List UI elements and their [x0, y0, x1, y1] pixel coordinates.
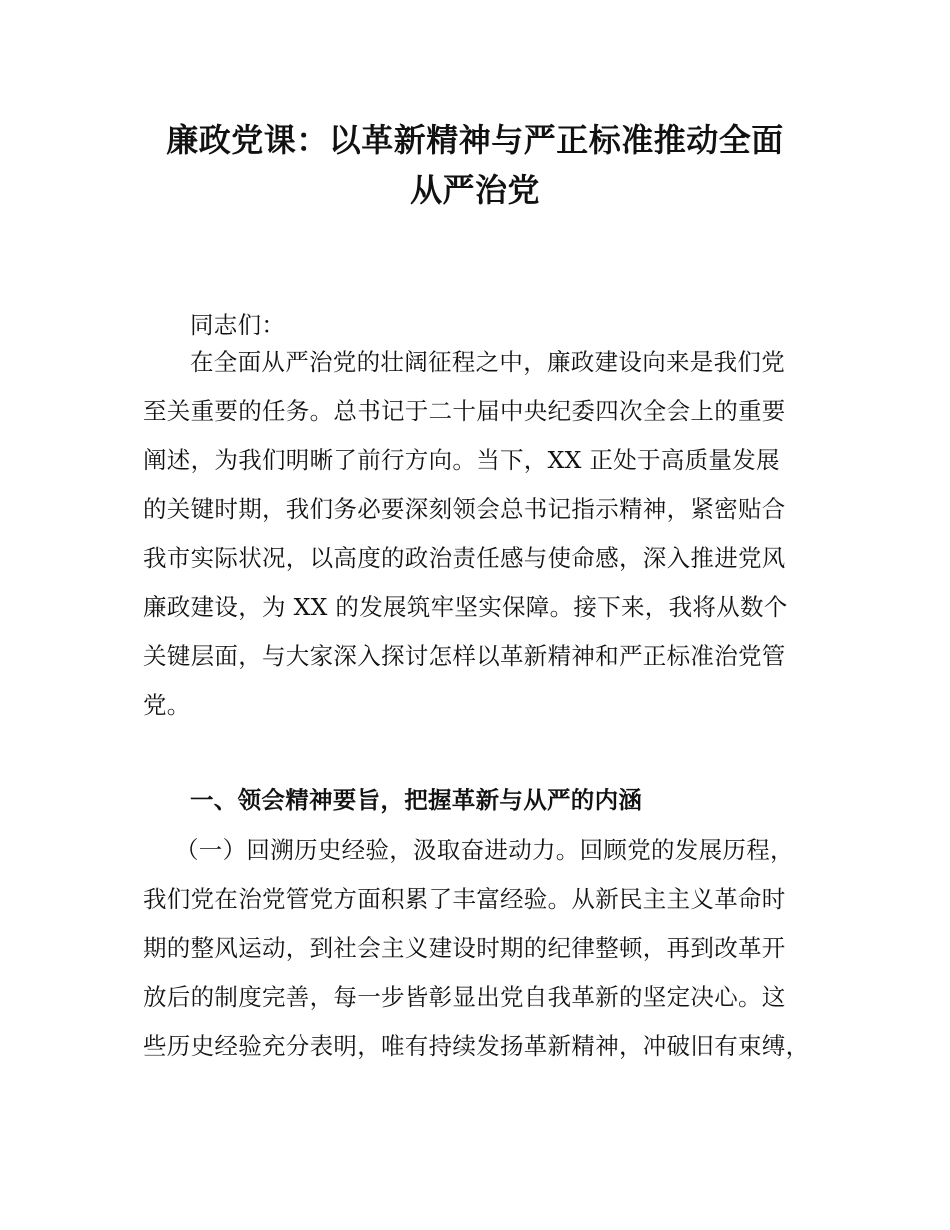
- document-title-line-1: 廉政党课：以革新精神与严正标准推动全面: [166, 122, 784, 158]
- paragraph-line: 至关重要的任务。总书记于二十届中央纪委四次全会上的重要: [143, 397, 786, 425]
- paragraph-line: （一）回溯历史经验，汲取奋进动力。回顾党的发展历程，: [175, 836, 794, 864]
- paragraph-line: 我市实际状况，以高度的政治责任感与使命感，深入推进党风: [143, 544, 786, 572]
- salutation: 同志们：: [190, 311, 286, 339]
- paragraph-line: 的关键时期，我们务必要深刻领会总书记指示精神，紧密贴合: [143, 495, 786, 523]
- paragraph-line: 我们党在治党管党方面积累了丰富经验。从新民主主义革命时: [143, 885, 786, 913]
- paragraph-2: [143, 826, 823, 1071]
- paragraph-line: 关键层面，与大家深入探讨怎样以革新精神和严正标准治党管: [143, 642, 786, 670]
- paragraph-line: 些历史经验充分表明，唯有持续发扬革新精神，冲破旧有束缚，: [143, 1032, 810, 1060]
- paragraph-line: 在全面从严治党的壮阔征程之中，廉政建设向来是我们党: [190, 348, 785, 376]
- section-heading-1: 一、领会精神要旨，把握革新与从严的内涵: [190, 787, 643, 813]
- paragraph-line: 阐述，为我们明晰了前行方向。当下，XX 正处于高质量发展: [143, 446, 780, 474]
- document-title-line-2: 从严治党: [409, 172, 540, 208]
- paragraph-line: 放后的制度完善，每一步皆彰显出党自我革新的坚定决心。这: [143, 983, 786, 1011]
- paragraph-1: [143, 338, 823, 730]
- paragraph-line: 廉政建设，为 XX 的发展筑牢坚实保障。接下来，我将从数个: [143, 593, 788, 621]
- paragraph-line: 期的整风运动，到社会主义建设时期的纪律整顿，再到改革开: [143, 934, 786, 962]
- paragraph-line: 党。: [143, 691, 191, 719]
